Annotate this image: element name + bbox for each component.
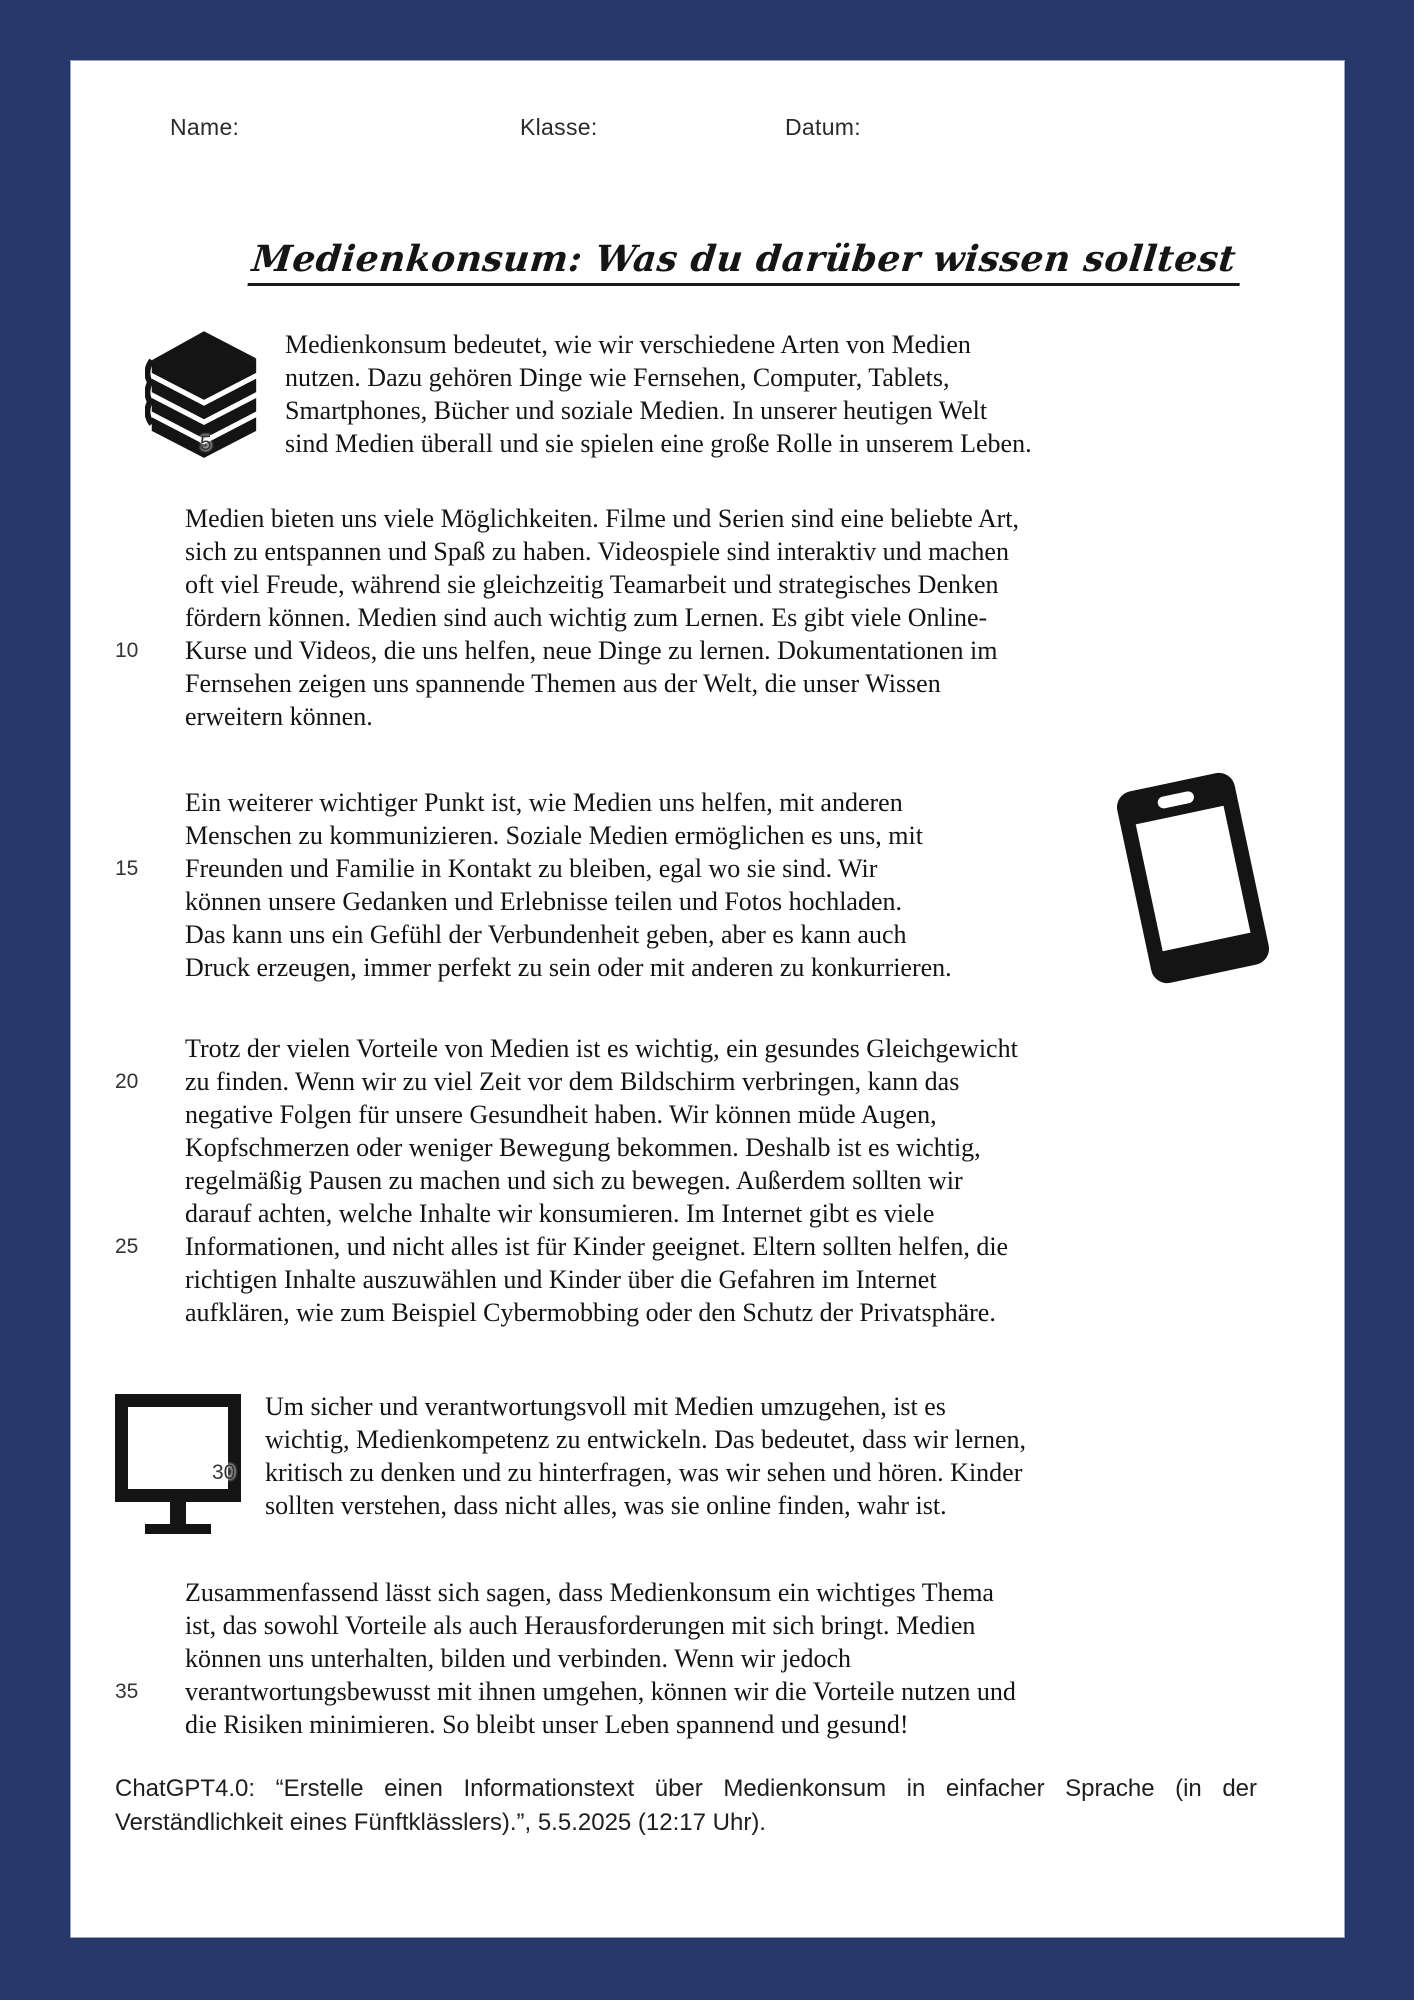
text-line — [185, 601, 1295, 634]
text-line — [185, 1263, 1295, 1296]
text-line-content: Ein weiterer wichtiger Punkt ist, wie Medien uns helfen, mit anderen — [185, 788, 903, 817]
text-line — [265, 1390, 1295, 1423]
line-number: 5 — [200, 432, 212, 455]
text-line — [200, 427, 1295, 460]
text-line-content: regelmäßig Pausen zu machen und sich zu bewegen. Außerdem sollten wir — [185, 1166, 963, 1195]
text-line-content: Informationen, und nicht alles ist für Kinder geeignet. Eltern sollten helfen, die — [185, 1232, 1009, 1261]
text-line-content: fördern können. Medien sind auch wichtig zum Lernen. Es gibt viele Online- — [185, 603, 988, 632]
text-line — [185, 1098, 1295, 1131]
text-line-content: Zusammenfassend lässt sich sagen, dass Medienkonsum ein wichtiges Thema — [185, 1578, 994, 1607]
text-line — [185, 568, 1295, 601]
paragraph-media-literacy — [185, 1390, 1295, 1522]
text-line-content: nutzen. Dazu gehören Dinge wie Fernsehen, Computer, Tablets, — [285, 363, 950, 392]
text-line-content: Um sicher und verantwortungsvoll mit Medien umzugehen, ist es — [265, 1392, 946, 1421]
text-line — [185, 535, 1295, 568]
name-field-label: Name: — [170, 114, 240, 140]
text-line — [185, 667, 1295, 700]
text-line — [285, 361, 1295, 394]
text-line — [285, 394, 1295, 427]
line-number: 30 — [212, 1461, 236, 1484]
paragraph-balance — [115, 1032, 1295, 1329]
text-line — [285, 328, 1295, 361]
line-number: 20 — [115, 1070, 139, 1093]
text-line-content: kritisch zu denken und zu hinterfragen, was wir sehen und hören. Kinder — [265, 1458, 1023, 1487]
text-line — [185, 502, 1295, 535]
text-line-content: negative Folgen für unsere Gesundheit haben. Wir können müde Augen, — [185, 1100, 937, 1129]
text-line-content: Das kann uns ein Gefühl der Verbundenheit geben, aber es kann auch — [185, 920, 907, 949]
text-line — [185, 1708, 1295, 1741]
text-line-content: sich zu entspannen und Spaß zu haben. Videospiele sind interaktiv und machen — [185, 537, 1009, 566]
text-line-content: sind Medien überall und sie spielen eine große Rolle in unserem Leben. — [285, 429, 1032, 458]
text-line-content: Freunden und Familie in Kontakt zu bleiben, egal wo sie sind. Wir — [185, 854, 878, 883]
page-title: Medienkonsum: Was du darüber wissen solltest — [247, 238, 1244, 286]
text-line — [185, 700, 1295, 733]
paragraph-communication — [115, 786, 1295, 984]
paragraph-intro — [185, 328, 1295, 460]
text-line-content: ist, das sowohl Vorteile als auch Herausforderungen mit sich bringt. Medien — [185, 1611, 976, 1640]
text-line — [185, 1032, 1295, 1065]
text-line — [185, 1642, 1295, 1675]
text-line — [115, 634, 1295, 667]
text-line-content: Kopfschmerzen oder weniger Bewegung bekommen. Deshalb ist es wichtig, — [185, 1133, 981, 1162]
text-line-content: verantwortungsbewusst mit ihnen umgehen, können wir die Vorteile nutzen und — [185, 1677, 1016, 1706]
text-line — [185, 918, 1295, 951]
text-line-content: aufklären, wie zum Beispiel Cybermobbing oder den Schutz der Privatsphäre. — [185, 1298, 996, 1327]
line-number: 35 — [115, 1680, 139, 1703]
text-line-content: können uns unterhalten, bilden und verbinden. Wenn wir jedoch — [185, 1644, 852, 1673]
text-line — [115, 1675, 1295, 1708]
text-line — [185, 951, 1295, 984]
paragraph-summary — [115, 1576, 1295, 1741]
text-line-content: richtigen Inhalte auszuwählen und Kinder über die Gefahren im Internet — [185, 1265, 937, 1294]
text-line — [185, 1131, 1295, 1164]
text-line-content: Druck erzeugen, immer perfekt zu sein oder mit anderen zu konkurrieren. — [185, 953, 952, 982]
text-line-content: Fernsehen zeigen uns spannende Themen aus der Welt, die unser Wissen — [185, 669, 941, 698]
text-line — [185, 1164, 1295, 1197]
text-line-content: Smartphones, Bücher und soziale Medien. In unserer heutigen Welt — [285, 396, 988, 425]
text-line-content: die Risiken minimieren. So bleibt unser Leben spannend und gesund! — [185, 1710, 909, 1739]
text-line — [185, 1576, 1295, 1609]
line-number: 25 — [115, 1235, 139, 1258]
text-line — [185, 1296, 1295, 1329]
text-line — [115, 1065, 1295, 1098]
text-line-content: Medienkonsum bedeutet, wie wir verschiedene Arten von Medien — [285, 330, 971, 359]
text-line — [265, 1489, 1295, 1522]
text-line-content: Trotz der vielen Vorteile von Medien ist es wichtig, ein gesundes Gleichgewicht — [185, 1034, 1018, 1063]
text-line-content: oft viel Freude, während sie gleichzeitig Teamarbeit und strategisches Denken — [185, 570, 999, 599]
text-line-content: zu finden. Wenn wir zu viel Zeit vor dem Bildschirm verbringen, kann das — [185, 1067, 960, 1096]
klasse-field-label: Klasse: — [520, 114, 598, 140]
text-line-content: wichtig, Medienkompetenz zu entwickeln. Das bedeutet, dass wir lernen, — [265, 1425, 1026, 1454]
text-line — [212, 1456, 1295, 1489]
text-line-content: sollten verstehen, dass nicht alles, was sie online finden, wahr ist. — [265, 1491, 947, 1520]
text-line-content: erweitern können. — [185, 702, 373, 731]
line-number: 15 — [115, 857, 139, 880]
text-line — [115, 1230, 1295, 1263]
text-line-content: darauf achten, welche Inhalte wir konsumieren. Im Internet gibt es viele — [185, 1199, 935, 1228]
title-row — [250, 238, 1242, 286]
text-line-content: Medien bieten uns viele Möglichkeiten. Filme und Serien sind eine beliebte Art, — [185, 504, 1019, 533]
text-line — [185, 1197, 1295, 1230]
text-line — [265, 1423, 1295, 1456]
line-number: 10 — [115, 639, 139, 662]
datum-field-label: Datum: — [785, 114, 861, 140]
text-line-content: Kurse und Videos, die uns helfen, neue Dinge zu lernen. Dokumentationen im — [185, 636, 998, 665]
citation: ChatGPT4.0: “Erstelle einen Informationstext über Medienkonsum in einfacher Sprache (in der Verständlichkeit eines Fünftklässlers).”, 5.5.2025 (12:17 Uhr). — [115, 1775, 1257, 1836]
worksheet-page — [70, 60, 1345, 1938]
text-line-content: Menschen zu kommunizieren. Soziale Medien ermöglichen es uns, mit — [185, 821, 923, 850]
text-line — [185, 1609, 1295, 1642]
paragraph-possibilities — [115, 502, 1295, 733]
text-line-content: können unsere Gedanken und Erlebnisse teilen und Fotos hochladen. — [185, 887, 902, 916]
